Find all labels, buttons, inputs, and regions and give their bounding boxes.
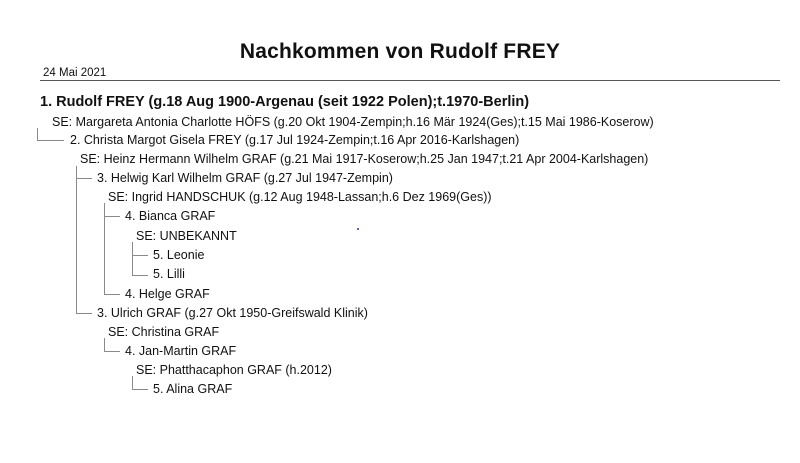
tree-connector — [76, 166, 92, 179]
spouse-entry: SE: UNBEKANNT — [136, 229, 237, 243]
descendant-entry: 4. Jan-Martin GRAF — [125, 344, 237, 358]
tree-connector — [76, 166, 77, 314]
descendant-entry: 3. Ulrich GRAF (g.27 Okt 1950-Greifswald Klinik) — [97, 306, 368, 320]
tree-connector — [104, 338, 120, 352]
spouse-entry: SE: Phatthacaphon GRAF (h.2012) — [136, 363, 332, 377]
descendant-entry: 5. Lilli — [153, 267, 185, 281]
descendant-entry: 5. Alina GRAF — [153, 382, 233, 396]
report-date: 24 Mai 2021 — [43, 67, 107, 79]
tree-connector — [132, 242, 148, 256]
descendant-entry: 4. Helge GRAF — [125, 287, 210, 301]
spouse-entry: SE: Margareta Antonia Charlotte HÖFS (g.20 Okt 1904-Zempin;h.16 Mär 1924(Ges);t.15 Mai 1986-Koserow) — [52, 115, 654, 129]
tree-connector — [132, 261, 148, 276]
descendant-entry: 4. Bianca GRAF — [125, 209, 216, 223]
spouse-entry: SE: Christina GRAF — [108, 325, 220, 339]
tree-connector — [104, 280, 120, 295]
report-title: Nachkommen von Rudolf FREY — [239, 40, 561, 63]
spouse-entry: SE: Ingrid HANDSCHUK (g.12 Aug 1948-Lassan;h.6 Dez 1969(Ges)) — [108, 190, 492, 204]
tree-connector — [37, 128, 64, 141]
ink-speck — [357, 228, 359, 230]
tree-connector — [104, 203, 120, 217]
descendant-entry: 3. Helwig Karl Wilhelm GRAF (g.27 Jul 1947-Zempin) — [97, 171, 393, 185]
spouse-entry: SE: Heinz Hermann Wilhelm GRAF (g.21 Mai 1917-Koserow;h.25 Jan 1947;t.21 Apr 2004-Karlshagen) — [80, 152, 649, 166]
descendant-entry: 2. Christa Margot Gisela FREY (g.17 Jul 1924-Zempin;t.16 Apr 2016-Karlshagen) — [70, 133, 520, 147]
tree-connector — [76, 300, 92, 314]
header-divider — [40, 80, 780, 81]
tree-connector — [132, 376, 148, 390]
root-person: 1. Rudolf FREY (g.18 Aug 1900-Argenau (seit 1922 Polen);t.1970-Berlin) — [40, 94, 530, 110]
descendant-entry: 5. Leonie — [153, 248, 205, 262]
